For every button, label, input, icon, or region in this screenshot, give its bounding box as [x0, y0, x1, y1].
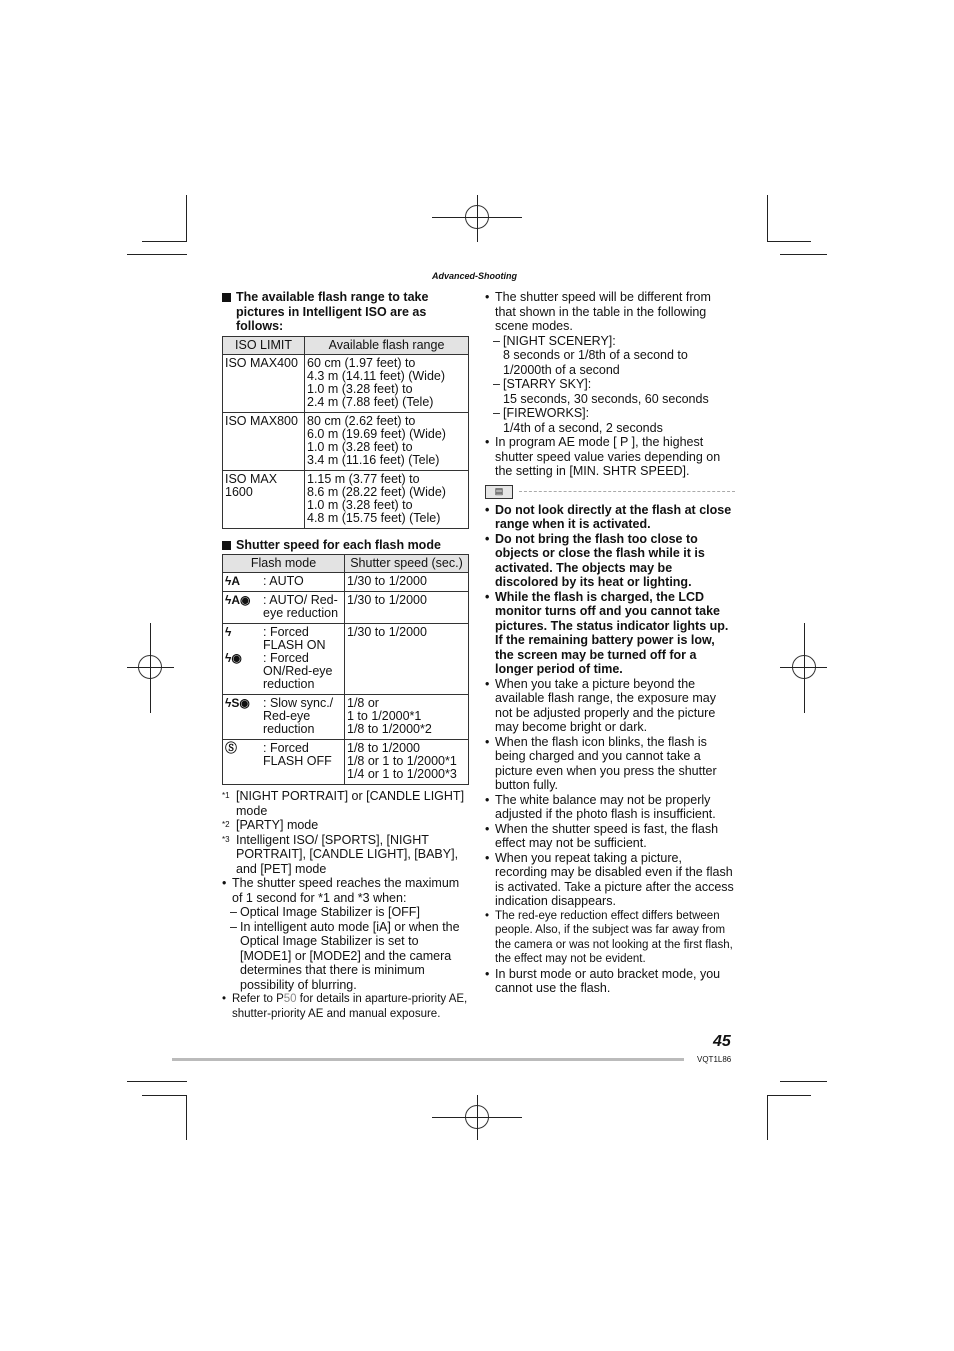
- dashed-divider: [519, 491, 735, 492]
- list-item: • When the shutter speed is fast, the flash effect may not be sufficient.: [485, 822, 735, 851]
- square-bullet-icon: [222, 293, 231, 302]
- flash-slow-sync-icon: ϟS◉: [225, 696, 250, 710]
- table-row: ϟS◉ : Slow sync./ Red-eye reduction 1/8 or 1 to 1/2000*1 1/8 to 1/2000*2: [223, 695, 469, 740]
- shutter-speed-table: [222, 554, 469, 785]
- table-header: Available flash range: [305, 336, 469, 354]
- table-row: ϟA : AUTO 1/30 to 1/2000: [223, 573, 469, 592]
- footnotes: [222, 789, 472, 876]
- square-bullet-icon: [222, 541, 231, 550]
- crop-mark: [804, 623, 805, 713]
- note-icon: ▤: [485, 485, 513, 499]
- table-row: Ⓢ : Forced FLASH OFF 1/8 to 1/2000 1/8 or 1 to 1/2000*1 1/4 or 1 to 1/2000*3: [223, 740, 469, 785]
- list-item: • The red-eye reduction effect differs between people. Also, if the subject was far away from the camera or was not looking at the first flash, the effect may not be evident.: [485, 909, 735, 967]
- footnote: *2 [PARTY] mode: [222, 818, 319, 832]
- table-header-row: [223, 336, 469, 354]
- table-header-row: [223, 555, 469, 573]
- table-row: [223, 412, 469, 470]
- footer-bar: [172, 1058, 684, 1061]
- flash-off-icon: Ⓢ: [225, 741, 238, 755]
- crop-mark: [142, 241, 186, 242]
- table-header: Flash mode: [223, 555, 345, 573]
- flash-forced-on-icon: ϟ: [225, 625, 232, 639]
- table-row: ϟ : Forced FLASH ON ϟ◉ : Forced ON/Red-eye reduction 1/30 to 1/2000: [223, 624, 469, 695]
- crop-mark: [150, 623, 151, 713]
- crop-mark: [767, 1095, 768, 1140]
- flash-range-cell: 1.15 m (3.77 feet) to 8.6 m (28.22 feet) (Wide) 1.0 m (3.28 feet) to 4.8 m (15.75 feet) (Tele): [305, 470, 469, 528]
- warning-item: • Do not bring the flash too close to objects or close the flash while it is activated. The objects may be discolored by its heat or lighting.: [485, 532, 735, 590]
- crop-mark: [767, 195, 768, 242]
- list-item: • When the flash icon blinks, the flash is being charged and you cannot take a picture even when you press the shutter button fully.: [485, 735, 735, 793]
- list-item: • In program AE mode [ P ], the highest shutter speed value varies depending on the setting in [MIN. SHTR SPEED].: [485, 435, 735, 479]
- scene-value: 15 seconds, 30 seconds, 60 seconds: [503, 391, 709, 406]
- page-number: 45: [713, 1033, 731, 1050]
- crop-mark: [767, 1095, 811, 1096]
- list-item: – Optical Image Stabilizer is [OFF]: [222, 905, 472, 920]
- crop-mark: [780, 1081, 827, 1082]
- iso-limit-cell: ISO MAX800: [223, 412, 305, 470]
- table-row: [223, 470, 469, 528]
- iso-limit-cell: ISO MAX400: [223, 354, 305, 412]
- list-item: • The shutter speed reaches the maximum of 1 second for *1 and *3 when:: [222, 876, 472, 905]
- iso-flash-range-table: [222, 336, 469, 529]
- crop-mark: [477, 1095, 478, 1140]
- list-item: • The shutter speed will be different from that shown in the table in the following scene modes.: [485, 290, 735, 334]
- flash-forced-redeye-icon: ϟ◉: [225, 651, 242, 665]
- crop-mark: [767, 241, 811, 242]
- crop-mark: [127, 254, 187, 255]
- table-row: ϟA◉ : AUTO/ Red-eye reduction 1/30 to 1/2000: [223, 592, 469, 624]
- list-item: • The white balance may not be properly adjusted if the photo flash is insufficient.: [485, 793, 735, 822]
- section-header: Advanced-Shooting: [432, 271, 517, 281]
- scene-value: 1/4th of a second, 2 seconds: [503, 420, 663, 435]
- scene-name: – [STARRY SKY]:: [485, 377, 735, 392]
- document-code: VQT1L86: [697, 1055, 732, 1064]
- table-row: [223, 354, 469, 412]
- crop-mark: [142, 1095, 186, 1096]
- right-column: [485, 290, 735, 996]
- list-item: • Refer to P50 for details in aparture-priority AE, shutter-priority AE and manual exposure.: [222, 992, 472, 1021]
- iso-heading: The available flash range to take pictures in Intelligent ISO are as follows:: [222, 290, 472, 334]
- warning-item: • While the flash is charged, the LCD monitor turns off and you cannot take pictures. The status indicator lights up. If the remaining battery power is low, the screen may be turned off for a longer period of time.: [485, 590, 735, 677]
- footnote: *1 [NIGHT PORTRAIT] or [CANDLE LIGHT] mode: [222, 789, 465, 818]
- flash-range-cell: 60 cm (1.97 feet) to 4.3 m (14.11 feet) (Wide) 1.0 m (3.28 feet) to 2.4 m (7.88 feet) (Tele): [305, 354, 469, 412]
- left-column: [222, 290, 472, 1021]
- list-item: • In burst mode or auto bracket mode, you cannot use the flash.: [485, 967, 735, 996]
- shutter-heading: Shutter speed for each flash mode: [222, 538, 472, 553]
- list-item: • When you take a picture beyond the available flash range, the exposure may not be adjusted properly and the picture may become bright or dark.: [485, 677, 735, 735]
- page-link[interactable]: 50: [283, 993, 297, 1005]
- scene-name: – [FIREWORKS]:: [485, 406, 735, 421]
- crop-mark: [780, 254, 827, 255]
- flash-range-cell: 80 cm (2.62 feet) to 6.0 m (19.69 feet) (Wide) 1.0 m (3.28 feet) to 3.4 m (11.16 feet) (Tele): [305, 412, 469, 470]
- flash-auto-redeye-icon: ϟA◉: [225, 593, 251, 607]
- iso-limit-cell: ISO MAX 1600: [223, 470, 305, 528]
- flash-auto-icon: ϟA: [225, 574, 241, 588]
- list-item: • When you repeat taking a picture, recording may be disabled even if the flash is activated. Take a picture after the access indication disappears.: [485, 851, 735, 909]
- footnote: *3 Intelligent ISO/ [SPORTS], [NIGHT PORTRAIT], [CANDLE LIGHT], [BABY], and [PET] mode: [222, 832, 459, 876]
- crop-mark: [477, 195, 478, 242]
- list-item: – In intelligent auto mode [iA] or when the Optical Image Stabilizer is set to [MODE1] or [MODE2] and the camera determines that there is minimum possibility of blurring.: [222, 920, 472, 993]
- table-header: ISO LIMIT: [223, 336, 305, 354]
- scene-value: 8 seconds or 1/8th of a second to 1/2000th of a second: [503, 348, 688, 377]
- warning-item: • Do not look directly at the flash at close range when it is activated.: [485, 503, 735, 532]
- crop-mark: [127, 1081, 187, 1082]
- crop-mark: [186, 1095, 187, 1140]
- table-header: Shutter speed (sec.): [345, 555, 469, 573]
- scene-name: – [NIGHT SCENERY]:: [485, 334, 735, 349]
- note-divider: [485, 485, 735, 499]
- crop-mark: [186, 195, 187, 242]
